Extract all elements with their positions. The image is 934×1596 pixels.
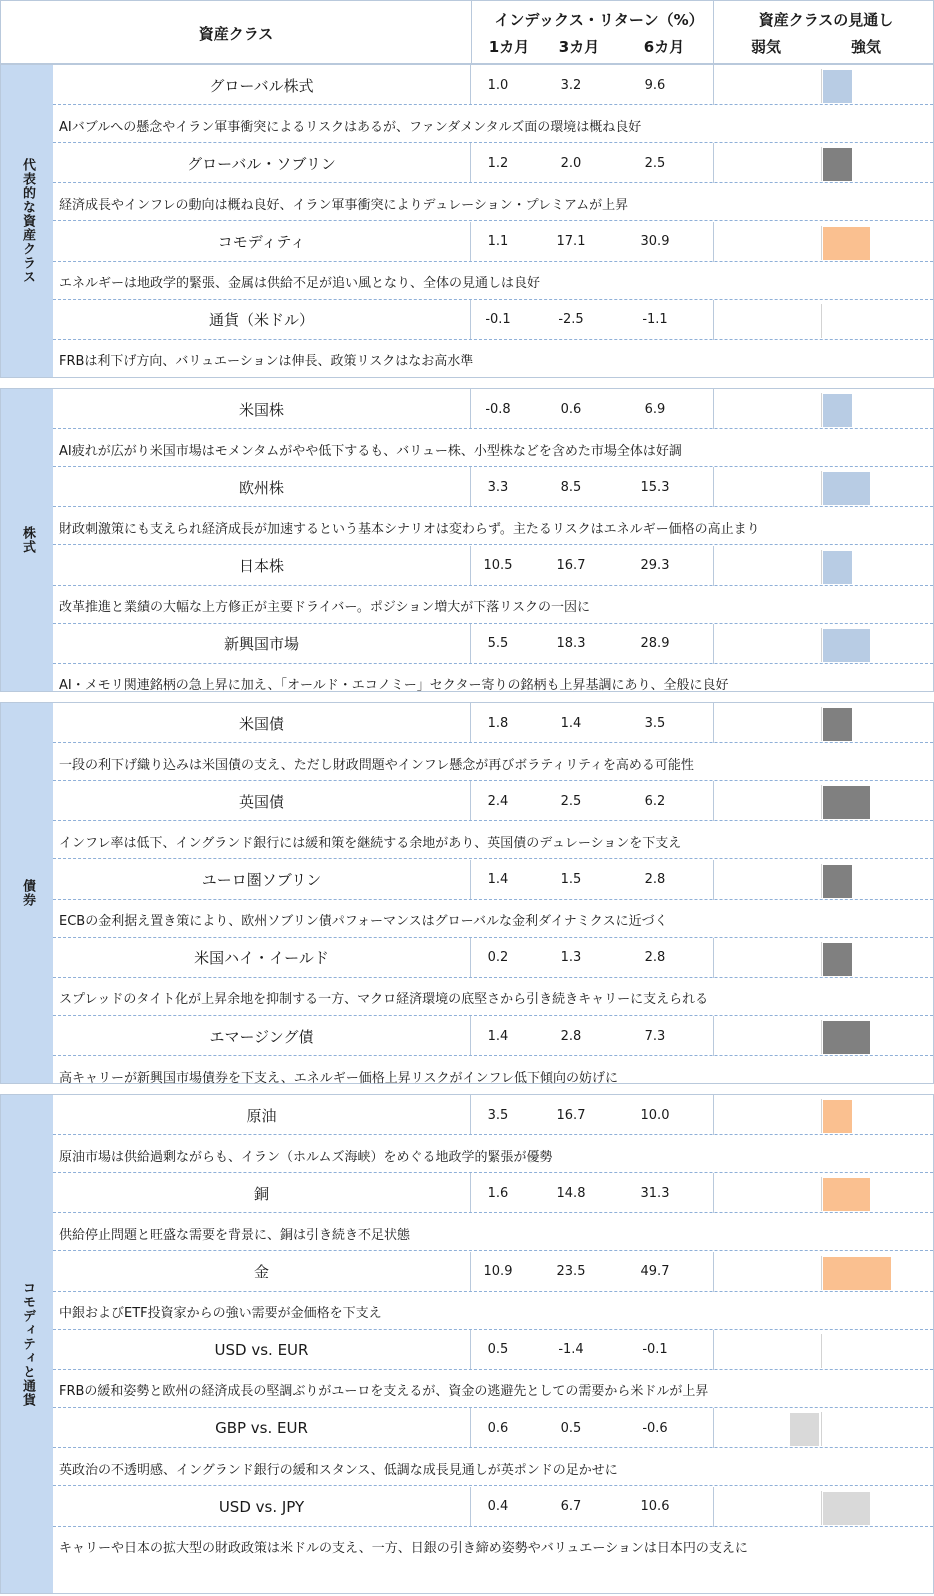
- asset-comment: 中銀およびETF投資家からの強い需要が金価格を下支え: [59, 1306, 382, 1322]
- asset-row-comment: [53, 1370, 933, 1410]
- outlook-axis: [821, 1256, 822, 1290]
- return-m1: 2.4: [487, 793, 509, 809]
- cell-divider: [713, 300, 714, 340]
- return-m3: 18.3: [556, 636, 586, 652]
- asset-comment: 原油市場は供給過剰ながらも、イラン（ホルムズ海峡）をめぐる地政学的緊張が優勢: [59, 1149, 553, 1165]
- asset-name: 欧州株: [238, 478, 284, 497]
- outlook-axis: [821, 226, 822, 260]
- asset-comment: FRBの緩和姿勢と欧州の経済成長の堅調ぶりがユーロを支えるが、資金の逃避先としての需要から米ドルが上昇: [59, 1384, 709, 1400]
- return-m3: 1.4: [560, 715, 582, 731]
- return-m6: 6.2: [644, 793, 666, 809]
- asset-row: [53, 781, 933, 861]
- asset-row: [53, 860, 933, 940]
- return-m6: 15.3: [640, 479, 670, 495]
- return-m3: -1.4: [558, 1342, 584, 1358]
- return-m6: 10.0: [640, 1107, 670, 1123]
- return-m1: 0.5: [487, 1342, 509, 1358]
- header-strong: 強気: [850, 38, 881, 56]
- group-label: [1, 65, 53, 377]
- return-m1: 1.8: [487, 715, 509, 731]
- outlook-axis: [821, 1177, 822, 1211]
- cell-divider: [713, 624, 714, 664]
- asset-name: グローバル・ソブリン: [187, 154, 336, 173]
- return-m1: 1.2: [487, 155, 509, 171]
- return-m1: 0.2: [487, 950, 509, 966]
- asset-row: [53, 300, 933, 380]
- return-m3: 1.3: [560, 950, 582, 966]
- return-m1: 5.5: [487, 636, 509, 652]
- outlook-bar: [823, 1178, 870, 1211]
- outlook-bar: [823, 943, 852, 976]
- asset-row: [53, 1095, 933, 1175]
- outlook-bar: [823, 472, 870, 505]
- asset-row-comment: [53, 586, 933, 626]
- return-m1: -0.1: [485, 312, 511, 328]
- cell-divider: [713, 467, 714, 507]
- outlook-axis: [821, 304, 822, 338]
- return-m6: 9.6: [644, 77, 666, 93]
- cell-divider: [713, 389, 714, 429]
- cell-divider: [713, 1095, 714, 1135]
- return-m1: 0.4: [487, 1499, 509, 1514]
- asset-row-comment: [53, 1056, 933, 1096]
- asset-row-values: [53, 860, 933, 900]
- asset-name: 新興国市場: [223, 635, 299, 654]
- return-m6: 28.9: [640, 636, 670, 652]
- asset-name: エマージング債: [209, 1027, 314, 1046]
- asset-row-comment: [53, 821, 933, 861]
- outlook-bar: [823, 865, 852, 898]
- asset-row-values: [53, 143, 933, 183]
- asset-comment: 経済成長やインフレの動向は概ね良好、イラン軍事衝突によりデュレーション・プレミアムが上昇: [59, 197, 629, 213]
- asset-group: [0, 1094, 934, 1594]
- asset-name: グローバル株式: [209, 76, 314, 95]
- cell-divider: [713, 1016, 714, 1056]
- asset-row: [53, 65, 933, 145]
- outlook-axis: [821, 393, 822, 427]
- asset-row-comment: [53, 340, 933, 380]
- asset-row: [53, 143, 933, 223]
- cell-divider: [713, 1487, 714, 1527]
- header-period-1m: 1カ月: [488, 38, 530, 56]
- return-m3: 0.5: [560, 1420, 582, 1436]
- return-m3: 17.1: [556, 234, 586, 250]
- return-m3: 0.6: [560, 401, 582, 417]
- return-m3: 14.8: [556, 1185, 586, 1201]
- return-m6: 49.7: [640, 1264, 670, 1280]
- asset-row-comment: [53, 262, 933, 302]
- asset-name: 米国債: [238, 714, 284, 733]
- asset-name: 米国株: [238, 400, 284, 419]
- asset-row: [53, 703, 933, 783]
- asset-comment: キャリーや日本の拡大型の財政政策は米ドルの支え、一方、日銀の引き締め姿勢やバリュエーションは日本円の支えに: [59, 1541, 748, 1556]
- asset-name: GBP vs. EUR: [215, 1419, 308, 1438]
- cell-divider: [713, 222, 714, 262]
- outlook-bar: [823, 1492, 870, 1525]
- asset-row: [53, 938, 933, 1018]
- outlook-axis: [821, 1020, 822, 1054]
- outlook-bar: [823, 786, 870, 819]
- asset-row-values: [53, 1408, 933, 1448]
- cell-divider: [713, 1330, 714, 1370]
- outlook-bar: [823, 708, 852, 741]
- return-m1: 10.5: [483, 558, 513, 574]
- asset-row: [53, 546, 933, 626]
- asset-name: 原油: [246, 1106, 277, 1125]
- asset-row: [53, 1173, 933, 1253]
- asset-comment: スプレッドのタイト化が上昇余地を抑制する一方、マクロ経済環境の底堅さから引き続きキャリーに支えられる: [59, 992, 709, 1008]
- return-m3: 16.7: [556, 1107, 586, 1123]
- return-m3: 1.5: [560, 872, 582, 888]
- asset-row-values: [53, 1173, 933, 1213]
- outlook-axis: [821, 471, 822, 505]
- asset-row: [53, 624, 933, 704]
- group-label: [1, 389, 53, 691]
- return-m6: 30.9: [640, 234, 670, 250]
- asset-row-values: [53, 389, 933, 429]
- asset-row: [53, 1252, 933, 1332]
- asset-row: [53, 1408, 933, 1488]
- asset-row-comment: [53, 507, 933, 547]
- asset-row-values: [53, 467, 933, 507]
- group-label-text: 株式: [20, 526, 35, 554]
- asset-row-values: [53, 65, 933, 105]
- return-m3: 2.0: [560, 155, 582, 171]
- outlook-axis: [821, 1412, 822, 1446]
- asset-row-values: [53, 1016, 933, 1056]
- outlook-axis: [821, 707, 822, 741]
- outlook-axis: [821, 1491, 822, 1525]
- return-m3: 2.8: [560, 1028, 582, 1044]
- asset-row-values: [53, 1330, 933, 1370]
- asset-comment: AI・メモリ関連銘柄の急上昇に加え、「オールド・エコノミー」セクター寄りの銘柄も上昇基調にあり、全般に良好: [59, 678, 729, 694]
- asset-name: 通貨（米ドル）: [208, 311, 314, 330]
- asset-row-values: [53, 624, 933, 664]
- asset-name: USD vs. JPY: [218, 1497, 305, 1516]
- asset-name: 日本株: [238, 557, 284, 576]
- asset-comment: 一段の利下げ織り込みは米国債の支え、ただし財政問題やインフレ懸念が再びボラティリティを高める可能性: [59, 757, 694, 773]
- asset-comment: エネルギーは地政学的緊張、金属は供給不足が追い風となり、全体の見通しは良好: [59, 276, 541, 292]
- asset-row-comment: [53, 1135, 933, 1175]
- return-m6: 2.8: [644, 872, 666, 888]
- return-m3: 6.7: [560, 1499, 582, 1514]
- outlook-bar: [823, 227, 870, 260]
- outlook-axis: [821, 147, 822, 181]
- header-index-return: [471, 1, 727, 65]
- cell-divider: [713, 143, 714, 183]
- cell-divider: [713, 65, 714, 105]
- return-m1: 1.6: [487, 1185, 509, 1201]
- outlook-bar: [823, 551, 852, 584]
- outlook-bar: [823, 148, 852, 181]
- group-label-text: コモディティと通貨: [20, 1281, 35, 1407]
- asset-comment: 改革推進と業績の大幅な上方修正が主要ドライバー。ポジション増大が下落リスクの一因に: [59, 600, 590, 616]
- asset-row-comment: [53, 1292, 933, 1332]
- return-m1: 1.4: [487, 1028, 509, 1044]
- asset-row-values: [53, 938, 933, 978]
- cell-divider: [713, 1252, 714, 1292]
- return-m1: -0.8: [485, 401, 511, 417]
- asset-name: 米国ハイ・イールド: [194, 949, 329, 968]
- asset-row: [53, 1016, 933, 1096]
- asset-comment: 供給停止問題と旺盛な需要を背景に、銅は引き続き不足状態: [59, 1227, 411, 1243]
- return-m1: 1.0: [487, 77, 509, 93]
- asset-row: [53, 222, 933, 302]
- header-weak: 弱気: [750, 38, 781, 56]
- asset-row-comment: [53, 1527, 933, 1567]
- return-m3: -2.5: [558, 312, 584, 328]
- return-m6: 2.8: [644, 950, 666, 966]
- group-label: [1, 1095, 53, 1593]
- asset-row-comment: [53, 900, 933, 940]
- return-m3: 3.2: [560, 77, 582, 93]
- asset-row-comment: [53, 105, 933, 145]
- cell-divider: [713, 938, 714, 978]
- asset-comment: 財政刺激策にも支えられ経済成長が加速するという基本シナリオは変わらず。主たるリスクはエネルギー価格の高止まり: [59, 521, 760, 537]
- outlook-bar: [790, 1413, 819, 1446]
- asset-row: [53, 389, 933, 469]
- asset-group: [0, 702, 934, 1084]
- asset-name: 銅: [253, 1184, 269, 1203]
- asset-comment: AI疲れが広がり米国市場はモメンタムがやや低下するも、バリュー株、小型株などを含めた市場全体は好調: [59, 443, 682, 459]
- outlook-axis: [821, 1099, 822, 1133]
- outlook-bar: [823, 1257, 891, 1290]
- asset-row: [53, 467, 933, 547]
- return-m6: 7.3: [644, 1028, 666, 1044]
- asset-name: 金: [253, 1263, 269, 1282]
- asset-comment: ECBの金利据え置き策により、欧州ソブリン債パフォーマンスはグローバルな金利ダイナミクスに近づく: [59, 914, 668, 930]
- outlook-bar: [823, 70, 852, 103]
- asset-comment: 高キャリーが新興国市場債券を下支え、エネルギー価格上昇リスクがインフレ低下傾向の妨げに: [59, 1070, 619, 1086]
- outlook-axis: [821, 864, 822, 898]
- return-m3: 8.5: [560, 479, 582, 495]
- outlook-axis: [821, 942, 822, 976]
- asset-comment: AIバブルへの懸念やイラン軍事衝突によるリスクはあるが、ファンダメンタルズ面の環境は概ね良好: [59, 119, 642, 135]
- asset-row-values: [53, 222, 933, 262]
- group-label: [1, 703, 53, 1083]
- asset-name: コモディティ: [217, 233, 306, 252]
- return-m1: 3.5: [487, 1107, 509, 1123]
- asset-group: [0, 388, 934, 692]
- group-label-text: 債券: [20, 879, 35, 907]
- asset-row-comment: [53, 978, 933, 1018]
- return-m6: -1.1: [642, 312, 668, 328]
- return-m6: -0.1: [642, 1342, 668, 1358]
- asset-row-comment: [53, 1448, 933, 1488]
- asset-row-values: [53, 781, 933, 821]
- return-m1: 1.1: [487, 234, 509, 250]
- return-m6: -0.6: [642, 1420, 668, 1436]
- cell-divider: [713, 1408, 714, 1448]
- cell-divider: [713, 546, 714, 586]
- asset-row: [53, 1487, 933, 1567]
- return-m1: 10.9: [483, 1264, 513, 1280]
- asset-comment: 英政治の不透明感、イングランド銀行の緩和スタンス、低調な成長見通しが英ポンドの足かせに: [59, 1462, 618, 1478]
- asset-row-comment: [53, 429, 933, 469]
- group-label-text: 代表的な資産クラス: [20, 158, 35, 284]
- cell-divider: [713, 1173, 714, 1213]
- asset-row-comment: [53, 664, 933, 704]
- return-m1: 0.6: [487, 1420, 509, 1436]
- outlook-bar: [823, 629, 870, 662]
- header-period-3m: 3カ月: [558, 38, 600, 56]
- asset-row-values: [53, 1095, 933, 1135]
- header-index-return-title: インデックス・リターン（%）: [494, 11, 704, 29]
- outlook-axis: [821, 69, 822, 103]
- asset-row-comment: [53, 183, 933, 223]
- return-m1: 1.4: [487, 872, 509, 888]
- outlook-bar: [823, 1021, 870, 1054]
- header-period-6m: 6カ月: [643, 38, 685, 56]
- asset-row-values: [53, 703, 933, 743]
- asset-row: [53, 1330, 933, 1410]
- asset-comment: FRBは利下げ方向、バリュエーションは伸長、政策リスクはなお高水準: [59, 354, 474, 370]
- return-m3: 2.5: [560, 793, 582, 809]
- return-m1: 3.3: [487, 479, 509, 495]
- return-m3: 16.7: [556, 558, 586, 574]
- header-outlook-title: 資産クラスの見通し: [758, 11, 894, 29]
- outlook-axis: [821, 785, 822, 819]
- asset-row-values: [53, 300, 933, 340]
- cell-divider: [713, 781, 714, 821]
- return-m6: 6.9: [644, 401, 666, 417]
- header-asset-class: 資産クラス: [198, 24, 274, 43]
- outlook-axis: [821, 550, 822, 584]
- asset-row-values: [53, 1252, 933, 1292]
- asset-name: 英国債: [238, 792, 284, 811]
- header-outlook: [727, 1, 934, 65]
- outlook-bar: [823, 1100, 852, 1133]
- table-header: [0, 0, 934, 64]
- return-m3: 23.5: [556, 1264, 586, 1280]
- outlook-axis: [821, 1334, 822, 1368]
- return-m6: 2.5: [644, 155, 666, 171]
- asset-name: USD vs. EUR: [214, 1340, 309, 1359]
- asset-name: ユーロ圏ソブリン: [201, 871, 322, 890]
- outlook-axis: [821, 628, 822, 662]
- return-m6: 31.3: [640, 1185, 670, 1201]
- asset-row-comment: [53, 743, 933, 783]
- return-m6: 10.6: [640, 1499, 670, 1514]
- asset-row-values: [53, 1487, 933, 1527]
- outlook-bar: [823, 394, 852, 427]
- return-m6: 3.5: [644, 715, 666, 731]
- asset-group: [0, 64, 934, 378]
- return-m6: 29.3: [640, 558, 670, 574]
- asset-row-values: [53, 546, 933, 586]
- asset-comment: インフレ率は低下、イングランド銀行には緩和策を継続する余地があり、英国債のデュレーションを下支え: [59, 835, 682, 851]
- cell-divider: [713, 860, 714, 900]
- cell-divider: [713, 703, 714, 743]
- asset-row-comment: [53, 1213, 933, 1253]
